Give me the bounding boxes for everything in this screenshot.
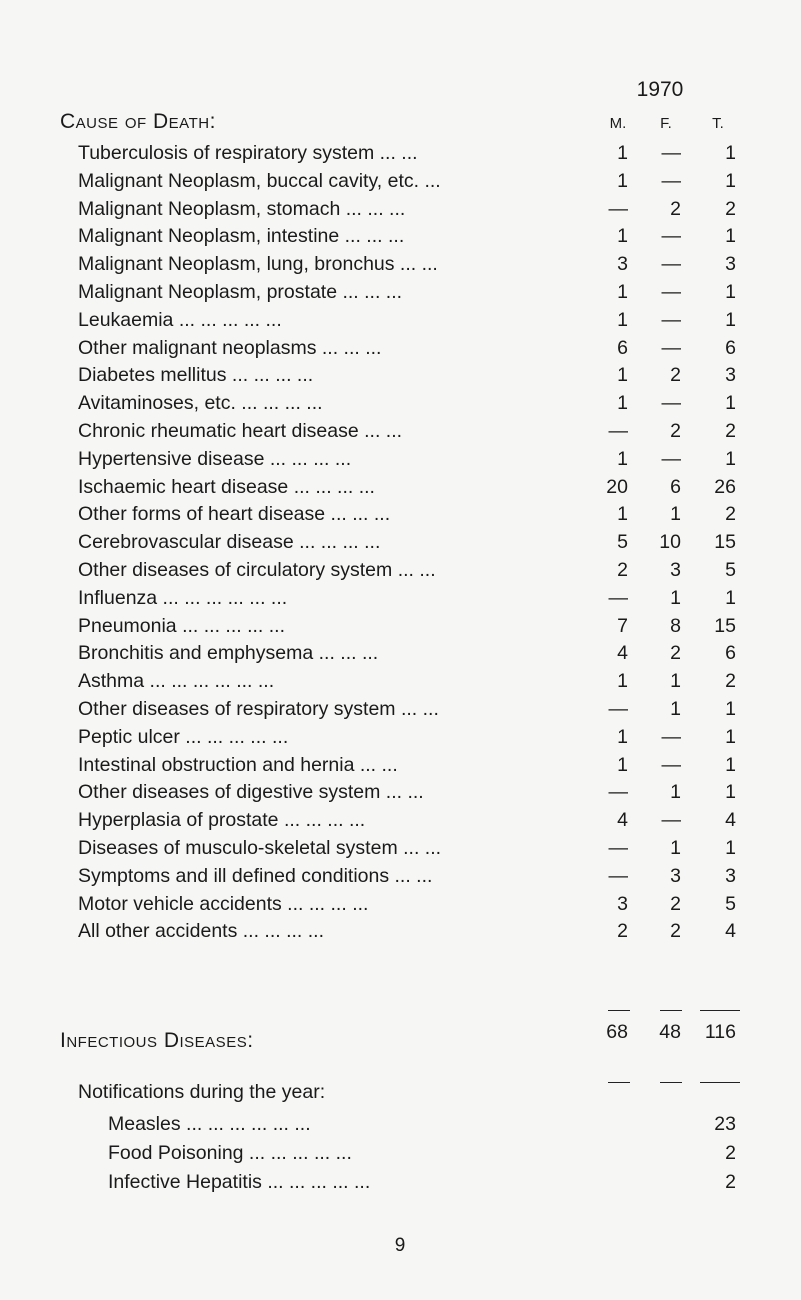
row-label: Influenza ... ... ... ... ... ... [78, 586, 288, 609]
table-row [0, 642, 801, 669]
row-total: 2 [725, 503, 736, 526]
row-total: 3 [725, 364, 736, 387]
row-male: 3 [617, 253, 628, 276]
notif-value-food-poisoning: 2 [725, 1142, 736, 1164]
row-total: 1 [725, 169, 736, 192]
row-total: 5 [725, 892, 736, 915]
row-male: 1 [617, 142, 628, 164]
row-male: 1 [617, 281, 628, 303]
row-male: 1 [617, 364, 628, 387]
row-male: — [608, 781, 628, 804]
row-label: Other diseases of respiratory system ... ... [78, 698, 439, 720]
table-row [0, 420, 801, 447]
row-male: 5 [617, 531, 628, 554]
infectious-diseases-title: Infectious Diseases: [60, 1029, 254, 1052]
row-total: 1 [725, 142, 736, 164]
row-female: 1 [670, 586, 681, 609]
row-label: Malignant Neoplasm, intestine ... ... ... [78, 225, 405, 248]
row-male: — [608, 420, 628, 442]
row-label: Chronic rheumatic heart disease ... ... [78, 420, 403, 442]
row-female: 2 [670, 920, 681, 943]
row-male: 20 [606, 475, 628, 498]
row-label: Other diseases of digestive system ... ... [78, 781, 424, 804]
row-male: 4 [617, 809, 628, 832]
row-label: All other accidents ... ... ... ... [78, 920, 325, 943]
row-total: 3 [725, 253, 736, 276]
row-total: 4 [725, 809, 736, 832]
table-row [0, 920, 801, 947]
row-male: 7 [617, 614, 628, 637]
notif-value-measles: 23 [714, 1113, 736, 1135]
row-label: Leukaemia ... ... ... ... ... [78, 308, 282, 331]
table-row [0, 364, 801, 391]
notif-label-measles: Measles ... ... ... ... ... ... [108, 1113, 311, 1135]
table-row [0, 392, 801, 419]
row-male: 1 [617, 753, 628, 776]
row-male: 1 [617, 447, 628, 470]
row-total: 6 [725, 642, 736, 665]
row-female: — [661, 336, 681, 359]
row-label: Other malignant neoplasms ... ... ... [78, 336, 382, 359]
row-total: 1 [725, 392, 736, 415]
row-total: 1 [725, 837, 736, 859]
row-total: 1 [725, 447, 736, 470]
row-label: Avitaminoses, etc. ... ... ... ... [78, 392, 323, 415]
row-female: 2 [670, 420, 681, 442]
total-rule-m-top [608, 1010, 630, 1011]
row-total: 1 [725, 698, 736, 720]
column-header-total: T. [712, 115, 724, 132]
total-rule-m-bottom [608, 1082, 630, 1083]
row-female: 2 [670, 642, 681, 665]
row-female: 10 [659, 531, 681, 554]
row-label: Diabetes mellitus ... ... ... ... [78, 364, 314, 387]
total-rule-f-bottom [660, 1082, 682, 1083]
row-total: 15 [714, 531, 736, 554]
notif-value-infective-hepatitis: 2 [725, 1171, 736, 1193]
row-label: Other forms of heart disease ... ... ... [78, 503, 391, 526]
row-male: 1 [617, 503, 628, 526]
row-total: 26 [714, 475, 736, 498]
row-total: 2 [725, 420, 736, 442]
row-female: 1 [670, 503, 681, 526]
table-row [0, 281, 801, 308]
row-label: Hyperplasia of prostate ... ... ... ... [78, 809, 366, 832]
row-label: Tuberculosis of respiratory system ... ... [78, 142, 418, 164]
page-number: 9 [394, 1235, 406, 1256]
row-female: — [661, 753, 681, 776]
row-label: Malignant Neoplasm, buccal cavity, etc. ... [78, 169, 441, 192]
row-total: 2 [725, 197, 736, 220]
row-label: Malignant Neoplasm, prostate ... ... ... [78, 281, 403, 303]
table-row [0, 225, 801, 252]
cause-of-death-title: Cause of Death: [60, 110, 216, 133]
row-female: — [661, 725, 681, 748]
table-row [0, 309, 801, 336]
table-row [0, 754, 801, 781]
row-male: 1 [617, 392, 628, 415]
row-male: — [608, 864, 628, 887]
total-female: 48 [659, 1021, 681, 1043]
row-female: 2 [670, 364, 681, 387]
row-total: 3 [725, 864, 736, 887]
table-row [0, 670, 801, 697]
row-total: 15 [714, 614, 736, 637]
row-female: — [661, 225, 681, 248]
row-female: 3 [670, 864, 681, 887]
row-female: — [661, 809, 681, 832]
row-male: 2 [617, 920, 628, 943]
total-all: 116 [704, 1021, 736, 1043]
table-row [0, 809, 801, 836]
row-male: — [608, 197, 628, 220]
table-row [0, 476, 801, 503]
row-female: 8 [670, 614, 681, 637]
total-male: 68 [606, 1021, 628, 1043]
row-total: 1 [725, 225, 736, 248]
row-total: 1 [725, 781, 736, 804]
row-label: Bronchitis and emphysema ... ... ... [78, 642, 379, 665]
row-female: 1 [670, 837, 681, 859]
row-label: Symptoms and ill defined conditions ... ... [78, 864, 433, 887]
row-total: 6 [725, 336, 736, 359]
row-label: Malignant Neoplasm, stomach ... ... ... [78, 197, 406, 220]
row-total: 1 [725, 586, 736, 609]
column-header-female: F. [660, 115, 672, 132]
row-total: 4 [725, 920, 736, 943]
row-label: Intestinal obstruction and hernia ... ... [78, 753, 398, 776]
table-row [0, 503, 801, 530]
table-row [0, 865, 801, 892]
row-female: 1 [670, 670, 681, 693]
row-male: 1 [617, 308, 628, 331]
table-row [0, 448, 801, 475]
table-row [0, 837, 801, 864]
row-male: 4 [617, 642, 628, 665]
notif-label-food-poisoning: Food Poisoning ... ... ... ... ... [108, 1142, 352, 1164]
table-row [0, 893, 801, 920]
table-row [0, 781, 801, 808]
row-male: — [608, 698, 628, 720]
table-row [0, 142, 801, 169]
row-label: Pneumonia ... ... ... ... ... [78, 614, 286, 637]
table-row [0, 559, 801, 586]
row-male: — [608, 586, 628, 609]
row-female: — [661, 447, 681, 470]
row-male: 1 [617, 725, 628, 748]
table-row [0, 587, 801, 614]
table-row [0, 615, 801, 642]
row-male: 1 [617, 225, 628, 248]
row-label: Motor vehicle accidents ... ... ... ... [78, 892, 369, 915]
row-total: 5 [725, 559, 736, 581]
row-label: Ischaemic heart disease ... ... ... ... [78, 475, 375, 498]
table-row [0, 726, 801, 753]
row-male: 6 [617, 336, 628, 359]
table-row [0, 198, 801, 225]
row-total: 1 [725, 308, 736, 331]
row-label: Diseases of musculo-skeletal system ... ... [78, 837, 442, 859]
notifications-subtitle: Notifications during the year: [78, 1081, 326, 1103]
row-female: — [661, 281, 681, 303]
row-female: — [661, 392, 681, 415]
row-female: 2 [670, 197, 681, 220]
row-total: 1 [725, 725, 736, 748]
row-total: 2 [725, 670, 736, 693]
row-female: — [661, 142, 681, 164]
table-row [0, 531, 801, 558]
row-male: 1 [617, 169, 628, 192]
row-female: — [661, 308, 681, 331]
table-row [0, 170, 801, 197]
row-female: 1 [670, 781, 681, 804]
table-row [0, 337, 801, 364]
total-rule-t-top [700, 1010, 740, 1011]
row-male: 3 [617, 892, 628, 915]
row-label: Cerebrovascular disease ... ... ... ... [78, 531, 381, 554]
total-rule-f-top [660, 1010, 682, 1011]
table-row [0, 698, 801, 725]
row-label: Peptic ulcer ... ... ... ... ... [78, 725, 289, 748]
row-male: 2 [617, 559, 628, 581]
row-female: — [661, 169, 681, 192]
table-row [0, 253, 801, 280]
row-label: Malignant Neoplasm, lung, bronchus ... ... [78, 253, 438, 276]
row-label: Asthma ... ... ... ... ... ... [78, 670, 275, 693]
row-female: — [661, 253, 681, 276]
row-female: 3 [670, 559, 681, 581]
notif-label-infective-hepatitis: Infective Hepatitis ... ... ... ... ... [108, 1171, 371, 1193]
column-header-male: M. [609, 115, 627, 132]
row-total: 1 [725, 281, 736, 303]
row-label: Hypertensive disease ... ... ... ... [78, 447, 352, 470]
row-male: — [608, 837, 628, 859]
year-heading: 1970 [636, 78, 684, 101]
total-rule-t-bottom [700, 1082, 740, 1083]
row-male: 1 [617, 670, 628, 693]
row-total: 1 [725, 753, 736, 776]
row-female: 1 [670, 698, 681, 720]
row-female: 2 [670, 892, 681, 915]
row-label: Other diseases of circulatory system ... ... [78, 559, 436, 581]
row-female: 6 [670, 475, 681, 498]
